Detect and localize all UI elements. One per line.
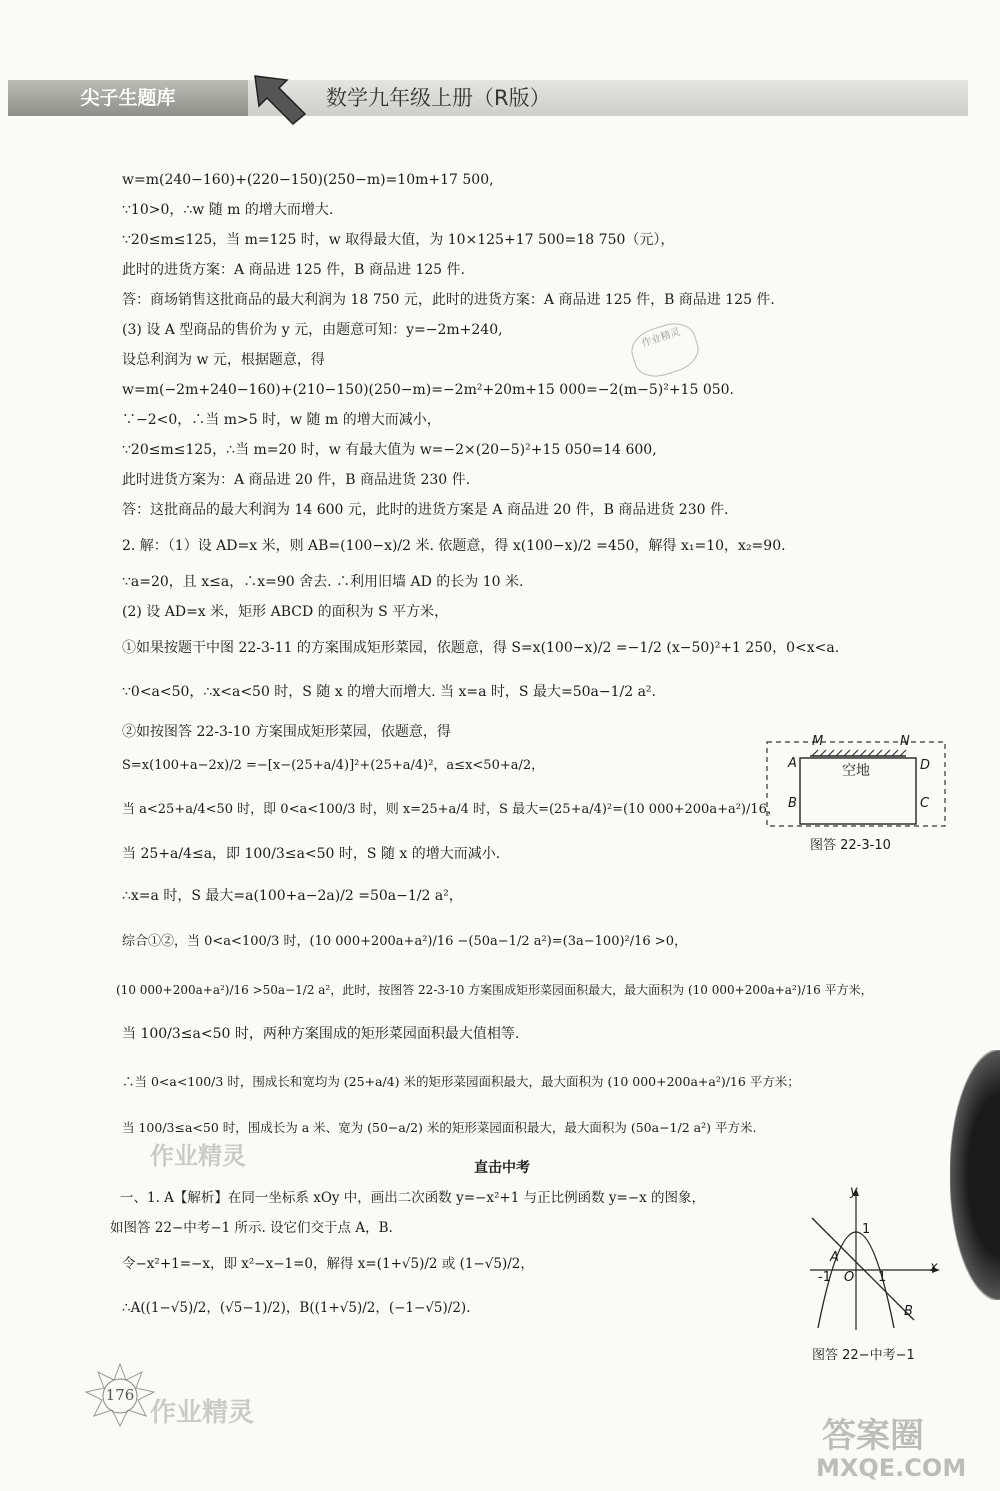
label-m: M	[812, 734, 824, 749]
text-line: 当 100/3≤a<50 时，围成长为 a 米、宽为 (50−a/2) 米的矩形菜园面积最大，最大面积为 (50a−1/2 a²) 平方米.	[122, 1120, 757, 1135]
text-line: w=m(−2m+240−160)+(210−150)(250−m)=−2m²+20m+15 000=−2(m−5)²+15 050.	[122, 382, 734, 398]
watermark: 作业精灵	[150, 1142, 246, 1170]
origin-label: O	[844, 1270, 855, 1285]
text-line: ∵20≤m≤125，当 m=125 时，w 取得最大值，为 10×125+17 500=18 750（元），	[122, 232, 675, 248]
text-line: 一、1. A【解析】在同一坐标系 xOy 中，画出二次函数 y=−x²+1 与正比例函数 y=−x 的图象，	[120, 1190, 706, 1206]
arrow-icon	[253, 74, 307, 126]
axis-y-label: y	[850, 1184, 858, 1199]
text-line: ∴x=a 时，S 最大=a(100+a−2a)/2 =50a−1/2 a²，	[122, 888, 463, 904]
text-line: 令−x²+1=−x，即 x²−x−1=0，解得 x=(1+√5)/2 或 (1−√5)/2，	[122, 1256, 534, 1272]
watermark: 答案圈	[822, 1416, 924, 1456]
label-d: D	[920, 758, 931, 773]
text-line: (2) 设 AD=x 米，矩形 ABCD 的面积为 S 平方米，	[122, 604, 449, 620]
text-line: ∵a=20，且 x≤a，∴x=90 舍去. ∴利用旧墙 AD 的长为 10 米.	[122, 574, 524, 590]
label-n: N	[900, 734, 910, 749]
text-line: 答：这批商品的最大利润为 14 600 元，此时的进货方案是 A 商品进 20 件，B 商品进货 230 件.	[122, 502, 729, 518]
watermark: MXQE.COM	[816, 1454, 967, 1482]
figure-22-3-10	[766, 734, 946, 858]
text-line: (10 000+200a+a²)/16 >50a−1/2 a²，此时，按图答 22-3-10 方案围成矩形菜园面积最大，最大面积为 (10 000+200a+a²)/16 平方米，	[116, 983, 873, 997]
label-b: B	[788, 796, 797, 811]
text-line: ②如按图答 22-3-10 方案围成矩形菜园，依题意，得	[122, 724, 451, 740]
page-header	[0, 70, 1000, 130]
tick-neg-one: -1	[818, 1270, 831, 1285]
text-line: 综合①②，当 0<a<100/3 时，(10 000+200a+a²)/16 −(50a−1/2 a²)=(3a−100)²/16 >0，	[122, 934, 687, 949]
figure-22-zhongkao-1	[804, 1184, 954, 1364]
axis-x-label: x	[930, 1260, 938, 1275]
graph-diagram	[804, 1184, 954, 1334]
point-b-label: B	[904, 1304, 913, 1319]
text-line: 2. 解：（1）设 AD=x 米，则 AB=(100−x)/2 米. 依题意，得 x(100−x)/2 =450，解得 x₁=10，x₂=90.	[122, 538, 786, 554]
tick-one-x: 1	[878, 1270, 887, 1285]
book-title: 数学九年级上册（R版）	[326, 86, 551, 110]
page-number-badge	[80, 1360, 160, 1430]
text-line: 此时进货方案为：A 商品进 20 件，B 商品进货 230 件.	[122, 472, 471, 488]
rectangle-diagram	[766, 738, 946, 828]
page-number: 176	[105, 1386, 135, 1404]
figure-caption: 图答 22−中考−1	[812, 1348, 915, 1363]
brand-label: 尖子生题库	[8, 80, 248, 116]
scan-shadow	[950, 1050, 1000, 1300]
text-line: ①如果按题干中图 22-3-11 的方案围成矩形菜园，依题意，得 S=x(100−x)/2 =−1/2 (x−50)²+1 250，0<x<a.	[122, 640, 840, 656]
text-line: ∵10>0，∴w 随 m 的增大而增大.	[122, 202, 334, 218]
text-line: 当 25+a/4≤a，即 100/3≤a<50 时，S 随 x 的增大而减小.	[122, 846, 501, 862]
label-a: A	[788, 756, 797, 771]
text-line: S=x(100+a−2x)/2 =−[x−(25+a/4)]²+(25+a/4)²，a≤x<50+a/2，	[122, 758, 545, 773]
section-title: 直击中考	[474, 1160, 530, 1176]
text-line: (3) 设 A 型商品的售价为 y 元，由题意可知：y=−2m+240,	[122, 322, 503, 338]
figure-caption: 图答 22-3-10	[810, 838, 891, 853]
text-line: 当 a<25+a/4<50 时，即 0<a<100/3 时，则 x=25+a/4 时，S 最大=(25+a/4)²=(10 000+200a+a²)/16，	[122, 802, 780, 817]
text-line: ∴A((1−√5)/2，(√5−1)/2)，B((1+√5)/2，(−1−√5)/2).	[122, 1300, 471, 1316]
text-line: ∴当 0<a<100/3 时，围成长和宽均为 (25+a/4) 米的矩形菜园面积最大，最大面积为 (10 000+200a+a²)/16 平方米；	[122, 1074, 800, 1089]
text-line: 设总利润为 w 元，根据题意，得	[122, 352, 325, 368]
text-line: ∵20≤m≤125，∴当 m=20 时，w 有最大值为 w=−2×(20−5)²+15 050=14 600,	[122, 442, 657, 458]
open-space-label: 空地	[842, 763, 870, 779]
text-line: 答：商场销售这批商品的最大利润为 18 750 元，此时的进货方案：A 商品进 125 件，B 商品进 125 件.	[122, 292, 775, 308]
text-line: 如图答 22−中考−1 所示. 设它们交于点 A，B.	[110, 1220, 393, 1236]
point-a-label: A	[830, 1250, 839, 1265]
text-line: ∵0<a<50，∴x<a<50 时，S 随 x 的增大而增大. 当 x=a 时，S 最大=50a−1/2 a².	[122, 684, 656, 700]
text-line: w=m(240−160)+(220−150)(250−m)=10m+17 500,	[122, 172, 494, 188]
text-line: ∵−2<0，∴当 m>5 时，w 随 m 的增大而减小，	[122, 412, 441, 428]
text-line: 此时的进货方案：A 商品进 125 件，B 商品进 125 件.	[122, 262, 465, 278]
watermark: 作业精灵	[150, 1398, 255, 1428]
text-line: 当 100/3≤a<50 时，两种方案围成的矩形菜园面积最大值相等.	[122, 1026, 520, 1042]
tick-one-y: 1	[862, 1222, 871, 1237]
label-c: C	[920, 796, 930, 811]
seal-stamp: 作业精灵	[626, 317, 704, 383]
